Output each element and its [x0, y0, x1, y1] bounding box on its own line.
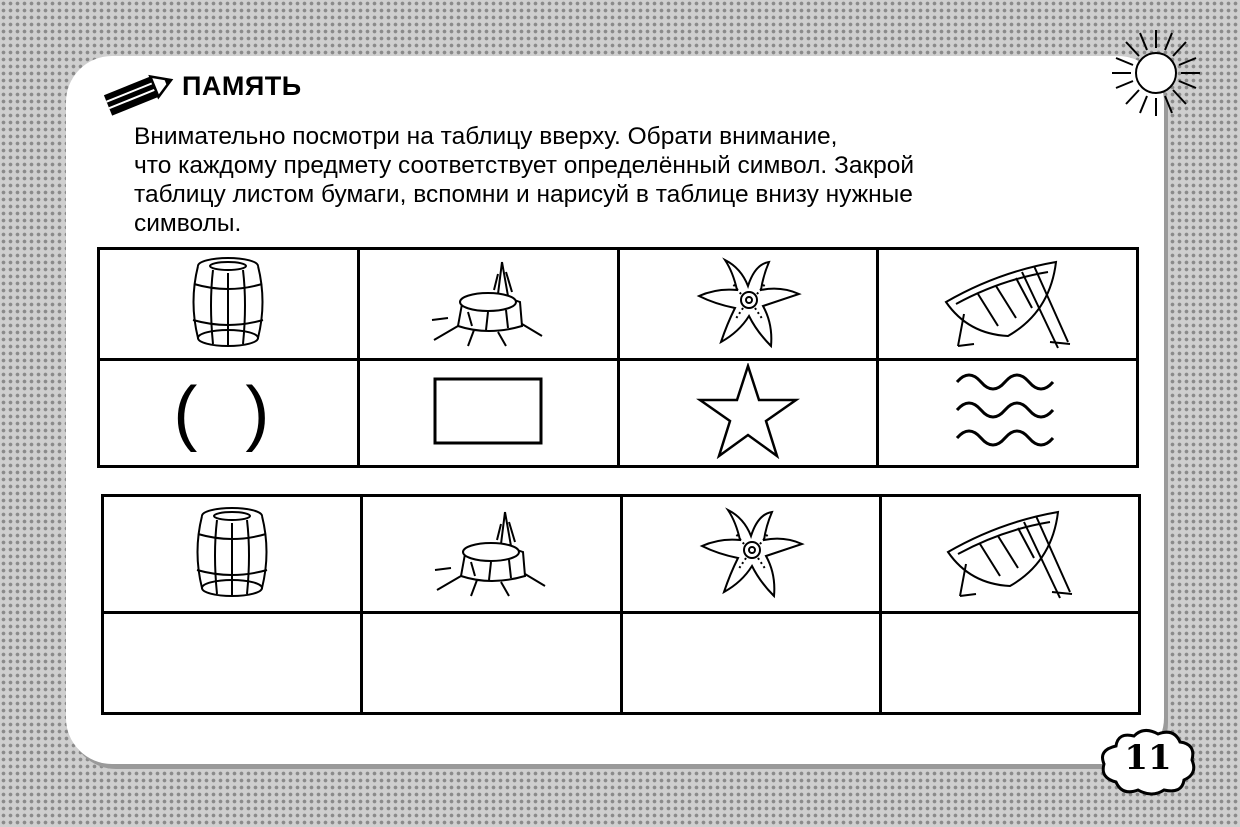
stump-icon [428, 254, 548, 350]
rectangle-symbol [432, 376, 544, 446]
sun-icon [1104, 28, 1204, 118]
answer-drawing-area[interactable] [882, 614, 1138, 712]
answer-drawing-area[interactable] [363, 614, 619, 712]
answer-table [101, 494, 1141, 715]
answer-picture-cell-stump [362, 496, 621, 613]
boat-icon [940, 502, 1080, 602]
symbol-cell-star [618, 360, 878, 467]
instruction-line: символы. [134, 210, 242, 237]
answer-picture-cell-boat [880, 496, 1139, 613]
reference-cell-starfish [618, 249, 878, 360]
star-symbol [696, 363, 800, 459]
barrel-icon [185, 254, 271, 350]
reference-cell-boat [878, 249, 1138, 360]
starfish-icon [696, 502, 806, 602]
symbol-cell-parentheses [99, 360, 359, 467]
page-number-badge [1098, 728, 1198, 803]
reference-cell-stump [358, 249, 618, 360]
answer-drawing-cell[interactable] [103, 613, 362, 714]
symbol-cell-rectangle [358, 360, 618, 467]
reference-table [97, 247, 1139, 468]
symbol-cell-waves [878, 360, 1138, 467]
answer-drawing-cell[interactable] [880, 613, 1139, 714]
instruction-line: Внимательно посмотри на таблицу вверху. Обрати внимание, [134, 123, 838, 150]
stump-icon [431, 502, 551, 602]
page-number: 11 [1124, 738, 1172, 778]
barrel-icon [189, 502, 275, 602]
boat-icon [938, 252, 1078, 352]
page-title: ПАМЯТЬ [182, 71, 302, 101]
pencil-icon [100, 68, 178, 120]
instructions-text [134, 122, 1124, 238]
instruction-line: что каждому предмету соответствует определённый символ. Закрой [134, 152, 915, 179]
answer-drawing-cell[interactable] [621, 613, 880, 714]
answer-drawing-area[interactable] [104, 614, 360, 712]
waves-symbol [953, 368, 1063, 454]
answer-picture-cell-starfish [621, 496, 880, 613]
starfish-icon [693, 254, 803, 350]
answer-picture-cell-barrel [103, 496, 362, 613]
answer-drawing-cell[interactable] [362, 613, 621, 714]
parentheses-symbol: ( ) [173, 373, 284, 453]
answer-drawing-area[interactable] [623, 614, 879, 712]
instruction-line: таблицу листом бумаги, вспомни и нарисуй в таблице внизу нужные [134, 181, 913, 208]
reference-cell-barrel [99, 249, 359, 360]
